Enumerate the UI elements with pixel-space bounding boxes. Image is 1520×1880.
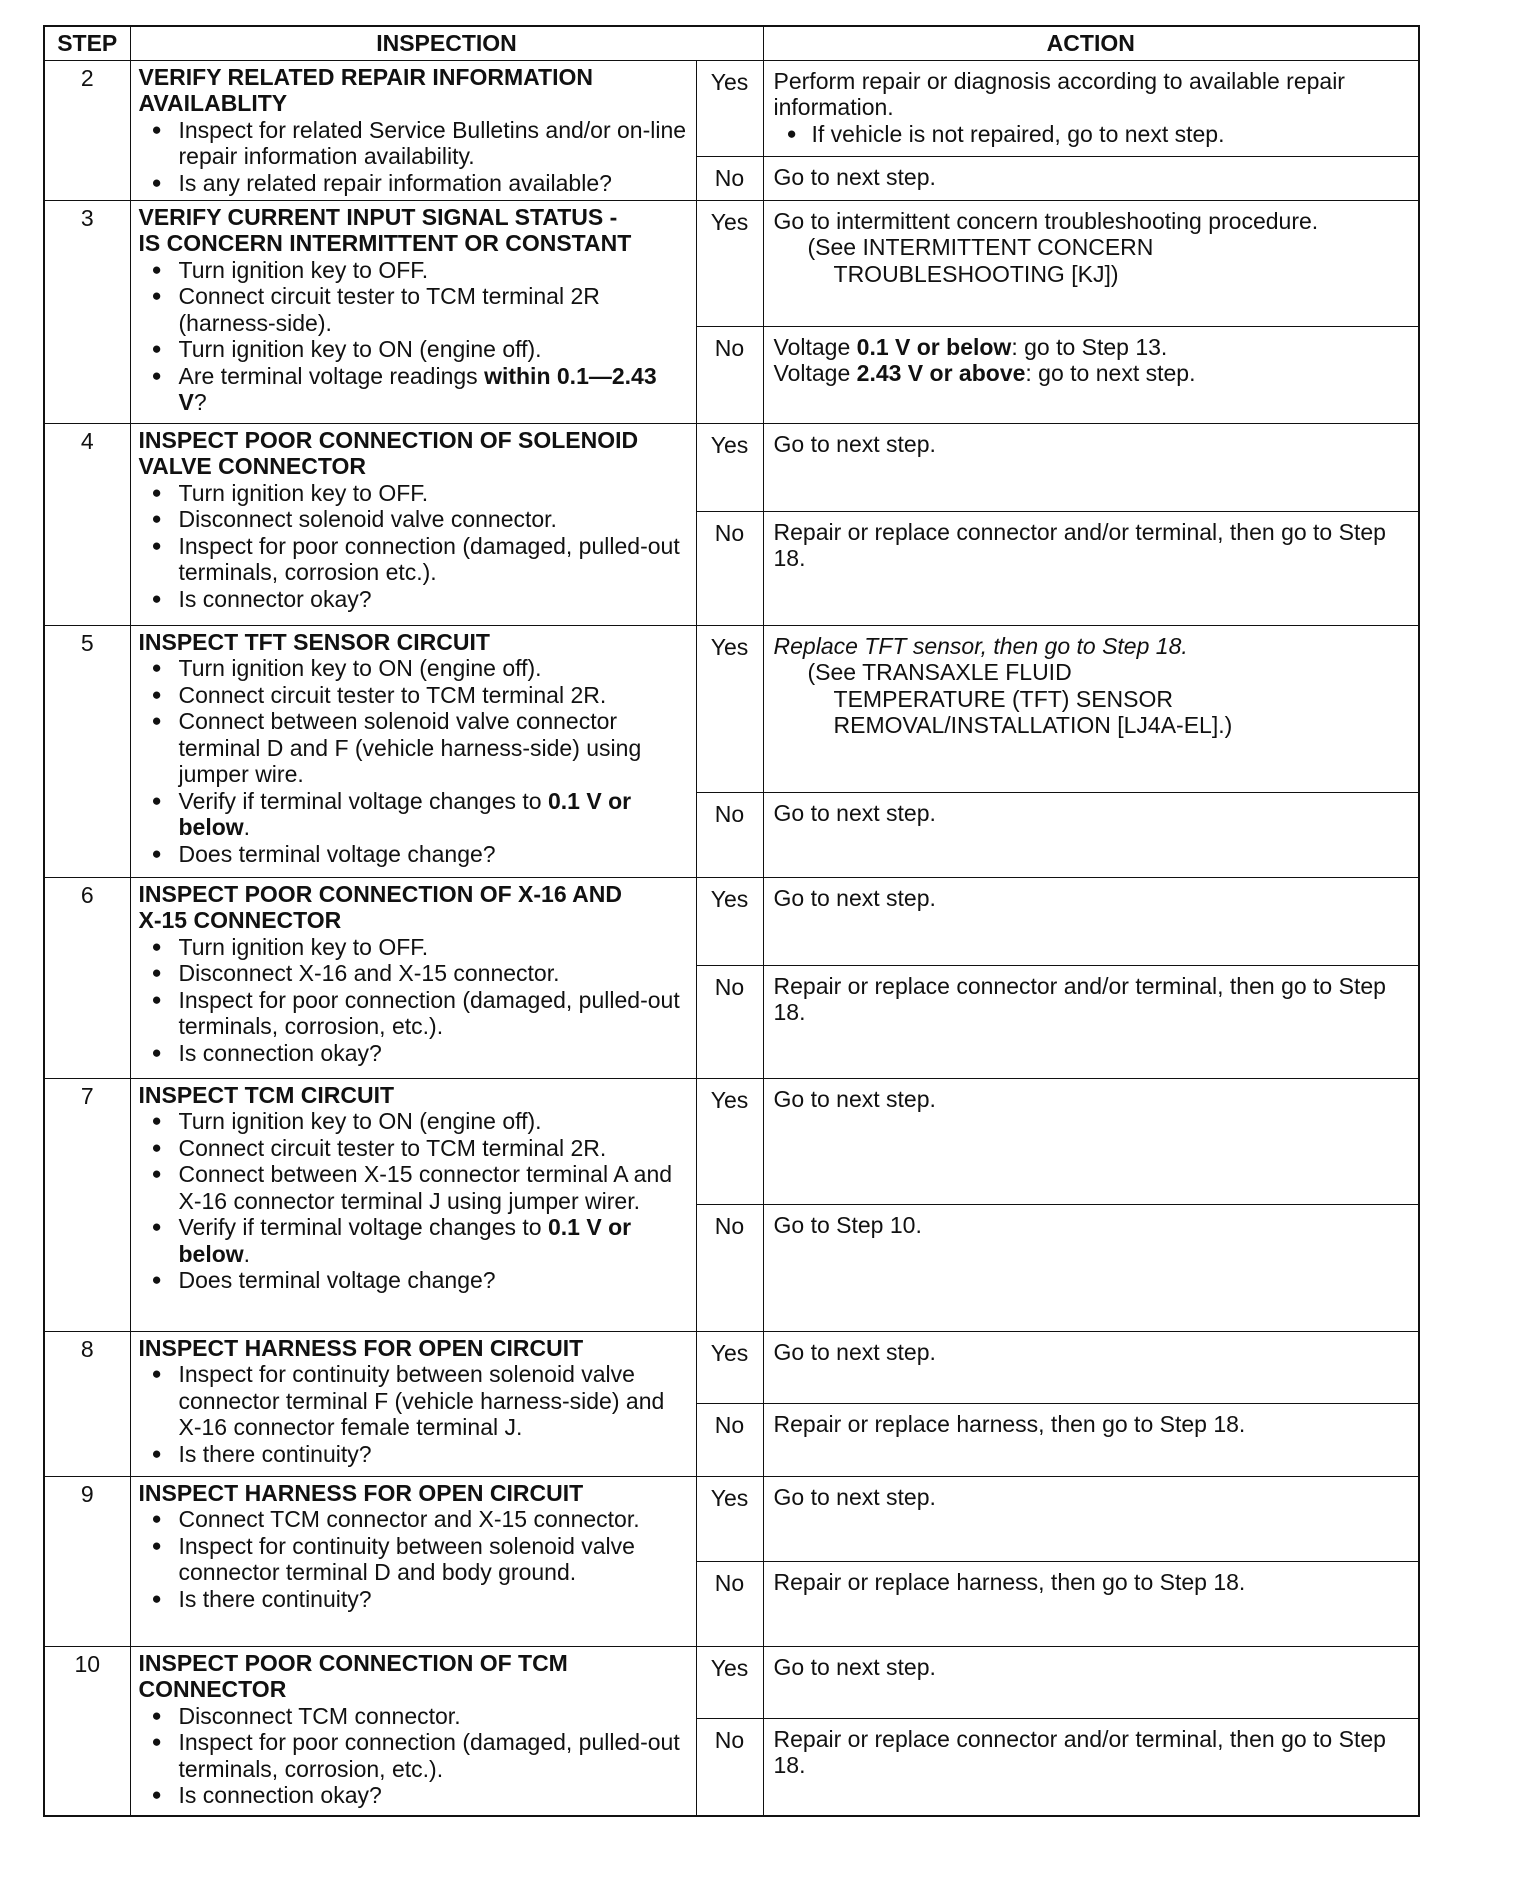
- inspection-step: ● Turn ignition key to ON (engine off).: [139, 1108, 690, 1135]
- table-row: [44, 1476, 1419, 1561]
- no-label: No: [696, 792, 763, 877]
- action-bullet: ● If vehicle is not repaired, go to next step.: [774, 121, 1411, 148]
- table-row: [44, 625, 1419, 792]
- inspection-title: INSPECT HARNESS FOR OPEN CIRCUIT: [138, 1479, 584, 1506]
- table-row: [44, 423, 1419, 511]
- yes-label: Yes: [696, 423, 763, 511]
- no-action: Repair or replace connector and/or terminal, then go to Step 18.: [763, 1718, 1419, 1816]
- table-row: [44, 1331, 1419, 1403]
- inspection-step: ● Is connection okay?: [139, 1040, 690, 1067]
- no-action: Repair or replace harness, then go to Step 18.: [763, 1403, 1419, 1476]
- table-row: [44, 200, 1419, 326]
- yes-label: Yes: [696, 625, 763, 792]
- yes-label: Yes: [696, 200, 763, 326]
- inspection-cell: [130, 423, 696, 625]
- yes-action: Go to next step.: [763, 1078, 1419, 1204]
- yes-label: Yes: [696, 1476, 763, 1561]
- inspection-step: ● Inspect for poor connection (damaged, pulled-out terminals, corrosion, etc.).: [139, 987, 690, 1040]
- inspection-title: INSPECT POOR CONNECTION OF X-16 AND X-15 CONNECTOR: [138, 880, 622, 933]
- header-row: [44, 26, 1419, 60]
- inspection-step: ● Turn ignition key to ON (engine off).: [139, 655, 690, 682]
- inspection-step: ● Is there continuity?: [139, 1586, 690, 1613]
- inspection-step: ● Turn ignition key to ON (engine off).: [139, 336, 690, 363]
- inspection-cell: [130, 1476, 696, 1646]
- yes-action: Perform repair or diagnosis according to available repair information. ● If vehicle is not repaired, go to next step.: [763, 60, 1419, 156]
- table-row: [44, 1078, 1419, 1204]
- inspection-steps: [139, 257, 690, 416]
- yes-action: Go to intermittent concern troubleshooting procedure. (See INTERMITTENT CONCERN TROUBLESHOOTING [KJ]): [763, 200, 1419, 326]
- no-label: No: [696, 156, 763, 200]
- step-number: 9: [44, 1476, 130, 1646]
- yes-action: Go to next step.: [763, 1646, 1419, 1718]
- inspection-steps: [139, 117, 690, 197]
- no-label: No: [696, 1718, 763, 1816]
- header-inspection: INSPECTION: [130, 26, 763, 60]
- troubleshooting-page: [43, 25, 1418, 1817]
- yes-action: Replace TFT sensor, then go to Step 18. (See TRANSAXLE FLUID TEMPERATURE (TFT) SENSOR REMOVAL/INSTALLATION [LJ4A-EL].): [763, 625, 1419, 792]
- inspection-steps: [139, 1703, 690, 1809]
- inspection-title: VERIFY CURRENT INPUT SIGNAL STATUS - IS CONCERN INTERMITTENT OR CONSTANT: [138, 203, 632, 256]
- inspection-step: ● Is any related repair information available?: [139, 170, 690, 197]
- no-action: Repair or replace connector and/or terminal, then go to Step 18.: [763, 511, 1419, 625]
- inspection-steps: [139, 480, 690, 613]
- inspection-step: ● Is connection okay?: [139, 1782, 690, 1809]
- step-number: 8: [44, 1331, 130, 1476]
- step-number: 7: [44, 1078, 130, 1331]
- inspection-title: VERIFY RELATED REPAIR INFORMATION AVAILABLITY: [138, 63, 593, 116]
- inspection-step: ● Is there continuity?: [139, 1441, 690, 1468]
- table-row: [44, 877, 1419, 965]
- inspection-step: ● Does terminal voltage change?: [139, 1267, 690, 1294]
- inspection-title: INSPECT TCM CIRCUIT: [138, 1081, 395, 1108]
- inspection-step: ● Inspect for related Service Bulletins and/or on-line repair information availability.: [139, 117, 690, 170]
- header-step: STEP: [44, 26, 130, 60]
- inspection-step: ● Connect circuit tester to TCM terminal 2R.: [139, 682, 690, 709]
- no-label: No: [696, 511, 763, 625]
- no-action: Repair or replace connector and/or terminal, then go to Step 18.: [763, 965, 1419, 1078]
- inspection-steps: [139, 1506, 690, 1612]
- inspection-cell: [130, 200, 696, 423]
- inspection-cell: [130, 1331, 696, 1476]
- inspection-step: ● Is connector okay?: [139, 586, 690, 613]
- yes-action: Go to next step.: [763, 1331, 1419, 1403]
- step-number: 4: [44, 423, 130, 625]
- yes-label: Yes: [696, 1078, 763, 1204]
- step-number: 6: [44, 877, 130, 1078]
- inspection-step: ● Verify if terminal voltage changes to 0.1 V or below.: [139, 1214, 690, 1267]
- inspection-steps: [139, 1361, 690, 1467]
- yes-action: Go to next step.: [763, 1476, 1419, 1561]
- no-action: Go to next step.: [763, 156, 1419, 200]
- inspection-step: ● Turn ignition key to OFF.: [139, 480, 690, 507]
- header-action: ACTION: [763, 26, 1419, 60]
- inspection-step: ● Inspect for continuity between solenoid valve connector terminal F (vehicle harness-side) and X-16 connector female terminal J.: [139, 1361, 690, 1441]
- yes-action: Go to next step.: [763, 877, 1419, 965]
- no-label: No: [696, 326, 763, 423]
- inspection-step: ● Inspect for poor connection (damaged, pulled-out terminals, corrosion, etc.).: [139, 1729, 690, 1782]
- inspection-cell: [130, 877, 696, 1078]
- inspection-step: ● Connect circuit tester to TCM terminal 2R.: [139, 1135, 690, 1162]
- troubleshooting-table: [43, 25, 1420, 1817]
- step-number: 10: [44, 1646, 130, 1816]
- inspection-step: ● Does terminal voltage change?: [139, 841, 690, 868]
- inspection-cell: [130, 1646, 696, 1816]
- inspection-cell: [130, 1078, 696, 1331]
- inspection-step: ● Verify if terminal voltage changes to 0.1 V or below.: [139, 788, 690, 841]
- yes-label: Yes: [696, 1331, 763, 1403]
- no-label: No: [696, 1204, 763, 1331]
- inspection-cell: [130, 625, 696, 877]
- inspection-step: ● Connect between X-15 connector terminal A and X-16 connector terminal J using jumper wirer.: [139, 1161, 690, 1214]
- inspection-step: ● Connect circuit tester to TCM terminal 2R (harness-side).: [139, 283, 690, 336]
- yes-label: Yes: [696, 60, 763, 156]
- no-label: No: [696, 1561, 763, 1646]
- no-action: Go to Step 10.: [763, 1204, 1419, 1331]
- inspection-step: ● Turn ignition key to OFF.: [139, 934, 690, 961]
- no-label: No: [696, 1403, 763, 1476]
- inspection-step: ● Inspect for poor connection (damaged, pulled-out terminals, corrosion etc.).: [139, 533, 690, 586]
- no-label: No: [696, 965, 763, 1078]
- inspection-step: ● Are terminal voltage readings within 0.1—2.43 V?: [139, 363, 690, 416]
- no-action: Repair or replace harness, then go to Step 18.: [763, 1561, 1419, 1646]
- inspection-step: ● Disconnect TCM connector.: [139, 1703, 690, 1730]
- yes-action: Go to next step.: [763, 423, 1419, 511]
- step-number: 3: [44, 200, 130, 423]
- inspection-steps: [139, 934, 690, 1067]
- inspection-step: ● Turn ignition key to OFF.: [139, 257, 690, 284]
- inspection-step: ● Connect TCM connector and X-15 connector.: [139, 1506, 690, 1533]
- inspection-title: INSPECT HARNESS FOR OPEN CIRCUIT: [138, 1334, 584, 1361]
- step-number: 2: [44, 60, 130, 200]
- yes-label: Yes: [696, 877, 763, 965]
- inspection-steps: [139, 655, 690, 867]
- yes-label: Yes: [696, 1646, 763, 1718]
- inspection-cell: [130, 60, 696, 200]
- inspection-title: INSPECT TFT SENSOR CIRCUIT: [138, 628, 490, 655]
- inspection-step: ● Inspect for continuity between solenoid valve connector terminal D and body ground.: [139, 1533, 690, 1586]
- no-action: Voltage 0.1 V or below: go to Step 13. Voltage 2.43 V or above: go to next step.: [763, 326, 1419, 423]
- inspection-step: ● Disconnect solenoid valve connector.: [139, 506, 690, 533]
- inspection-step: ● Connect between solenoid valve connector terminal D and F (vehicle harness-side) using jumper wire.: [139, 708, 690, 788]
- table-row: [44, 60, 1419, 156]
- inspection-steps: [139, 1108, 690, 1294]
- step-number: 5: [44, 625, 130, 877]
- inspection-title: INSPECT POOR CONNECTION OF SOLENOID VALVE CONNECTOR: [138, 426, 639, 479]
- inspection-title: INSPECT POOR CONNECTION OF TCM CONNECTOR: [138, 1649, 568, 1702]
- table-row: [44, 1646, 1419, 1718]
- no-action: Go to next step.: [763, 792, 1419, 877]
- inspection-step: ● Disconnect X-16 and X-15 connector.: [139, 960, 690, 987]
